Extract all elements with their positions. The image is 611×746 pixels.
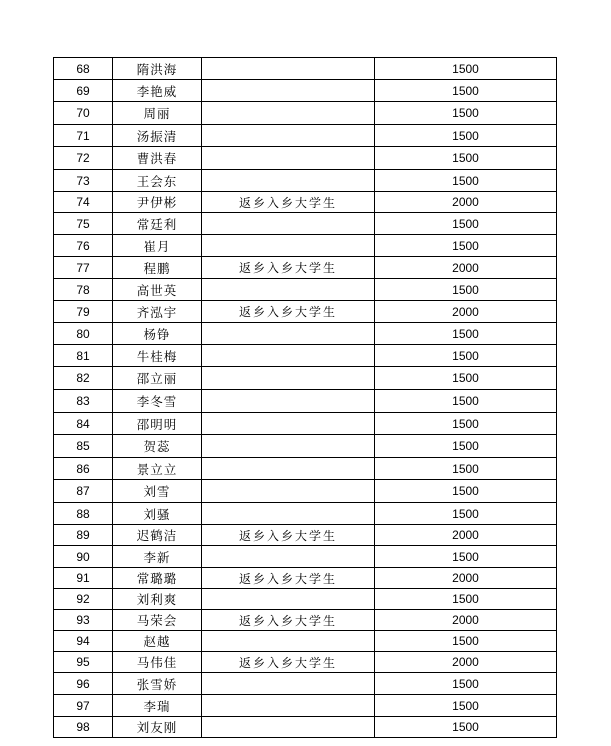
row-number-cell: 69 [54, 80, 113, 102]
amount-cell: 1500 [375, 673, 557, 695]
note-cell [202, 413, 375, 435]
table-row [54, 546, 557, 568]
row-number-cell: 81 [54, 345, 113, 367]
amount-cell: 1500 [375, 235, 557, 257]
table-row [54, 610, 557, 631]
name-cell: 李新 [113, 546, 202, 568]
table-row [54, 170, 557, 192]
amount-cell: 1500 [375, 102, 557, 125]
table-row [54, 147, 557, 170]
note-cell [202, 631, 375, 652]
name-cell: 高世英 [113, 279, 202, 301]
amount-cell: 1500 [375, 58, 557, 80]
row-number-cell: 94 [54, 631, 113, 652]
table-row [54, 458, 557, 480]
name-cell: 景立立 [113, 458, 202, 480]
table-row [54, 367, 557, 390]
table-body [54, 58, 557, 738]
table-row [54, 279, 557, 301]
table-row [54, 390, 557, 413]
name-cell: 崔月 [113, 235, 202, 257]
note-cell [202, 58, 375, 80]
row-number-cell: 80 [54, 323, 113, 345]
note-cell [202, 480, 375, 503]
amount-cell: 1500 [375, 213, 557, 235]
table-row [54, 345, 557, 367]
row-number-cell: 87 [54, 480, 113, 503]
row-number-cell: 90 [54, 546, 113, 568]
name-cell: 刘利爽 [113, 589, 202, 610]
row-number-cell: 97 [54, 695, 113, 717]
name-cell: 牛桂梅 [113, 345, 202, 367]
table-row [54, 257, 557, 279]
name-cell: 周丽 [113, 102, 202, 125]
note-cell: 返乡入乡大学生 [202, 652, 375, 673]
table-row [54, 717, 557, 738]
row-number-cell: 93 [54, 610, 113, 631]
name-cell: 迟鹤洁 [113, 525, 202, 546]
note-cell [202, 589, 375, 610]
name-cell: 汤振清 [113, 125, 202, 147]
table-row [54, 695, 557, 717]
amount-cell: 1500 [375, 435, 557, 458]
row-number-cell: 68 [54, 58, 113, 80]
amount-cell: 2000 [375, 192, 557, 213]
note-cell [202, 435, 375, 458]
table-row [54, 58, 557, 80]
name-cell: 隋洪海 [113, 58, 202, 80]
row-number-cell: 86 [54, 458, 113, 480]
table-row [54, 235, 557, 257]
row-number-cell: 91 [54, 568, 113, 589]
row-number-cell: 70 [54, 102, 113, 125]
amount-cell: 1500 [375, 345, 557, 367]
note-cell [202, 80, 375, 102]
amount-cell: 1500 [375, 147, 557, 170]
name-cell: 邵立丽 [113, 367, 202, 390]
note-cell: 返乡入乡大学生 [202, 568, 375, 589]
row-number-cell: 84 [54, 413, 113, 435]
table-row [54, 589, 557, 610]
note-cell: 返乡入乡大学生 [202, 610, 375, 631]
row-number-cell: 82 [54, 367, 113, 390]
name-cell: 尹伊彬 [113, 192, 202, 213]
amount-cell: 1500 [375, 413, 557, 435]
table-row [54, 301, 557, 323]
table-row [54, 525, 557, 546]
row-number-cell: 76 [54, 235, 113, 257]
note-cell [202, 102, 375, 125]
amount-cell: 2000 [375, 652, 557, 673]
note-cell [202, 235, 375, 257]
note-cell [202, 503, 375, 525]
note-cell: 返乡入乡大学生 [202, 301, 375, 323]
table-row [54, 323, 557, 345]
name-cell: 李艳威 [113, 80, 202, 102]
note-cell: 返乡入乡大学生 [202, 525, 375, 546]
table-row [54, 413, 557, 435]
row-number-cell: 89 [54, 525, 113, 546]
note-cell [202, 147, 375, 170]
row-number-cell: 71 [54, 125, 113, 147]
row-number-cell: 73 [54, 170, 113, 192]
amount-cell: 1500 [375, 717, 557, 738]
note-cell [202, 695, 375, 717]
row-number-cell: 96 [54, 673, 113, 695]
amount-cell: 1500 [375, 323, 557, 345]
amount-cell: 2000 [375, 301, 557, 323]
name-cell: 李冬雪 [113, 390, 202, 413]
amount-cell: 1500 [375, 589, 557, 610]
amount-cell: 1500 [375, 458, 557, 480]
name-cell: 刘雪 [113, 480, 202, 503]
amount-cell: 1500 [375, 695, 557, 717]
note-cell [202, 717, 375, 738]
table-row [54, 652, 557, 673]
note-cell [202, 213, 375, 235]
amount-cell: 1500 [375, 546, 557, 568]
name-cell: 常廷利 [113, 213, 202, 235]
amount-cell: 1500 [375, 367, 557, 390]
row-number-cell: 98 [54, 717, 113, 738]
table-row [54, 213, 557, 235]
note-cell [202, 125, 375, 147]
row-number-cell: 88 [54, 503, 113, 525]
row-number-cell: 85 [54, 435, 113, 458]
name-cell: 程鹏 [113, 257, 202, 279]
table-row [54, 192, 557, 213]
row-number-cell: 92 [54, 589, 113, 610]
row-number-cell: 72 [54, 147, 113, 170]
row-number-cell: 95 [54, 652, 113, 673]
note-cell [202, 546, 375, 568]
table-row [54, 673, 557, 695]
amount-cell: 1500 [375, 631, 557, 652]
note-cell [202, 367, 375, 390]
amount-cell: 2000 [375, 257, 557, 279]
table-row [54, 125, 557, 147]
note-cell [202, 458, 375, 480]
name-cell: 邵明明 [113, 413, 202, 435]
amount-cell: 1500 [375, 503, 557, 525]
amount-cell: 1500 [375, 480, 557, 503]
row-number-cell: 78 [54, 279, 113, 301]
name-cell: 杨铮 [113, 323, 202, 345]
name-cell: 常璐璐 [113, 568, 202, 589]
row-number-cell: 83 [54, 390, 113, 413]
amount-cell: 1500 [375, 279, 557, 301]
note-cell [202, 390, 375, 413]
row-number-cell: 77 [54, 257, 113, 279]
amount-cell: 2000 [375, 610, 557, 631]
note-cell: 返乡入乡大学生 [202, 257, 375, 279]
table-row [54, 631, 557, 652]
amount-cell: 1500 [375, 390, 557, 413]
table-row [54, 102, 557, 125]
name-cell: 马荣会 [113, 610, 202, 631]
name-cell: 王会东 [113, 170, 202, 192]
table-row [54, 435, 557, 458]
table-row [54, 80, 557, 102]
amount-cell: 2000 [375, 525, 557, 546]
row-number-cell: 75 [54, 213, 113, 235]
amount-cell: 1500 [375, 125, 557, 147]
table-row [54, 568, 557, 589]
name-cell: 张雪娇 [113, 673, 202, 695]
table-row [54, 503, 557, 525]
row-number-cell: 74 [54, 192, 113, 213]
row-number-cell: 79 [54, 301, 113, 323]
amount-cell: 2000 [375, 568, 557, 589]
name-cell: 马伟佳 [113, 652, 202, 673]
amount-cell: 1500 [375, 80, 557, 102]
note-cell [202, 345, 375, 367]
table-row [54, 480, 557, 503]
amount-cell: 1500 [375, 170, 557, 192]
subsidy-list-table-container [53, 57, 557, 738]
name-cell: 赵越 [113, 631, 202, 652]
subsidy-list-table [53, 57, 557, 738]
name-cell: 刘骚 [113, 503, 202, 525]
name-cell: 李瑞 [113, 695, 202, 717]
name-cell: 刘友刚 [113, 717, 202, 738]
note-cell [202, 170, 375, 192]
note-cell: 返乡入乡大学生 [202, 192, 375, 213]
name-cell: 曹洪春 [113, 147, 202, 170]
note-cell [202, 323, 375, 345]
name-cell: 贺蕊 [113, 435, 202, 458]
note-cell [202, 279, 375, 301]
name-cell: 齐泓宇 [113, 301, 202, 323]
note-cell [202, 673, 375, 695]
